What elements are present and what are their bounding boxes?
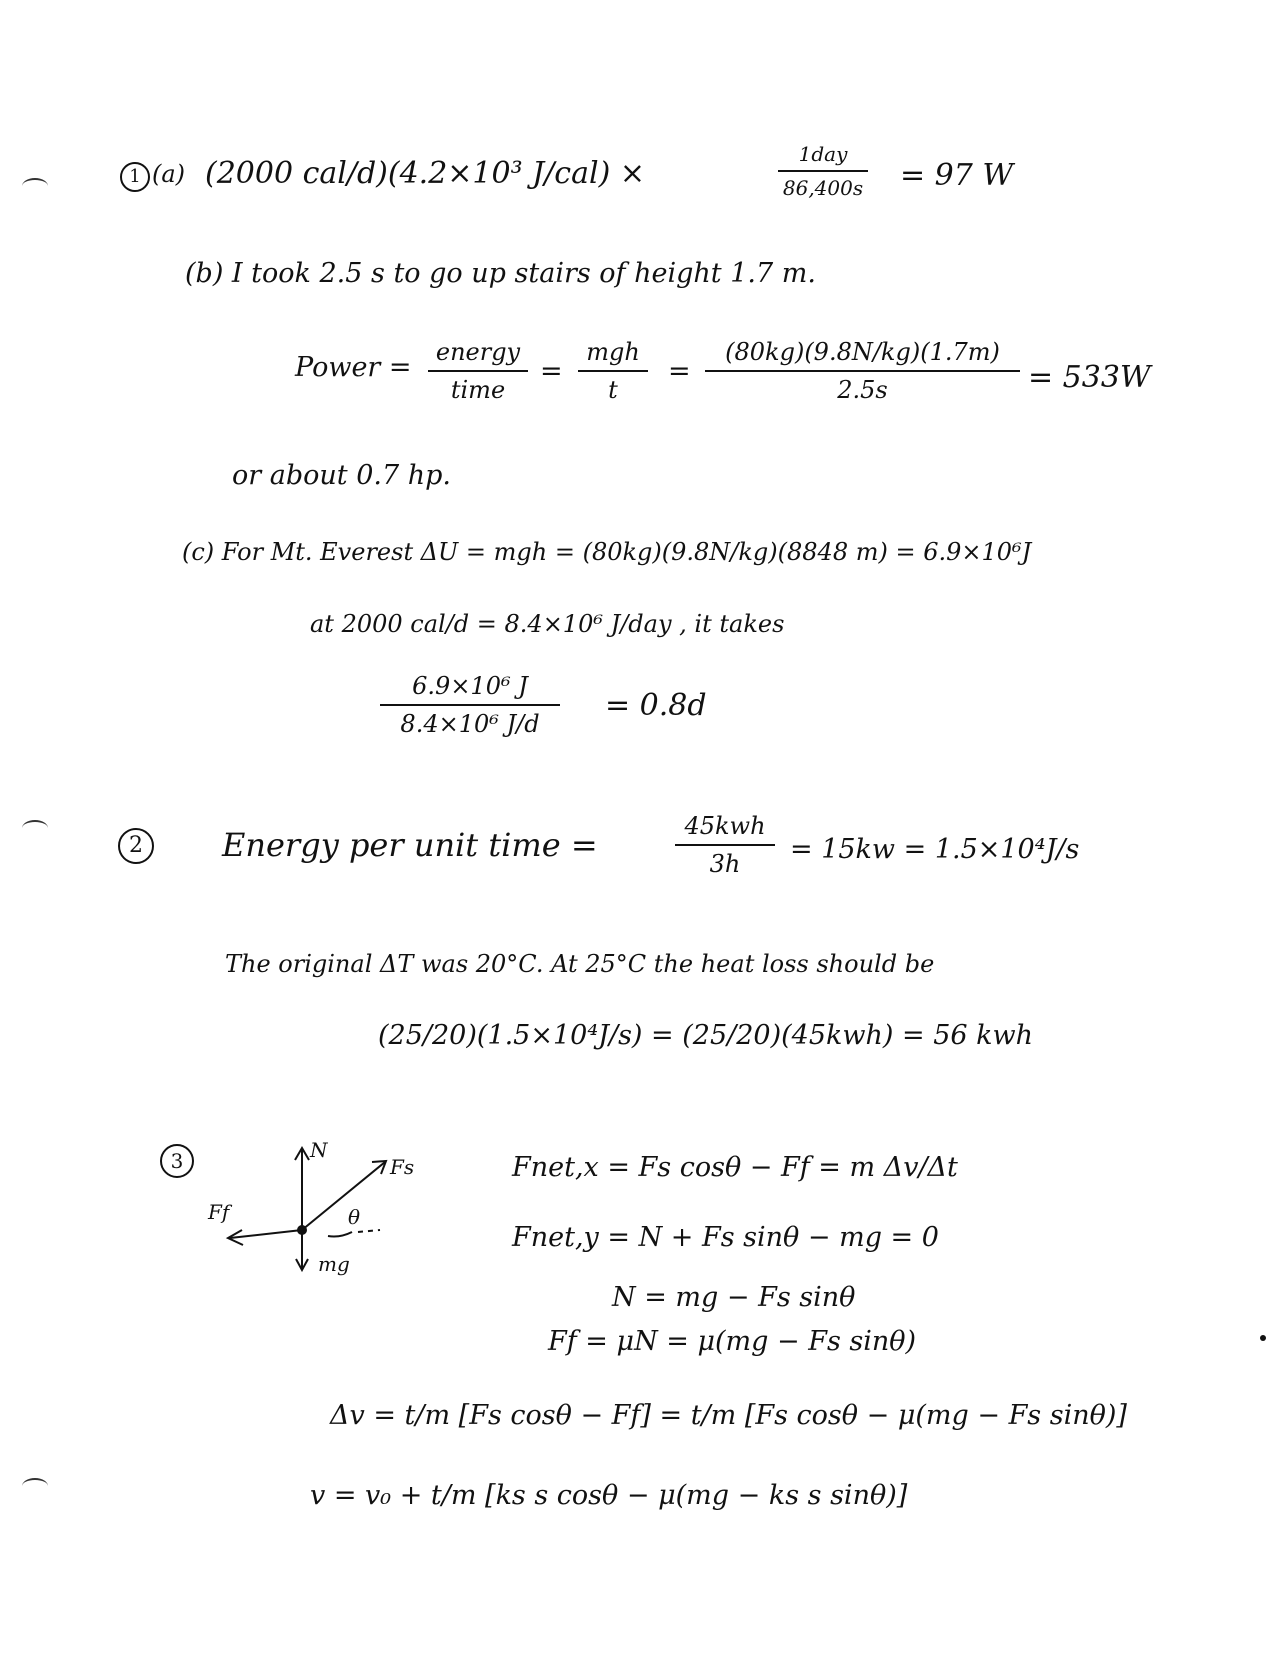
problem-1a-result: = 97 W <box>900 158 1014 193</box>
fraction-denominator: 2.5s <box>837 376 888 404</box>
problem-2-number: 2 <box>118 828 154 864</box>
spring-force-arrow <box>302 1162 385 1230</box>
problem-1b-fraction-energy <box>428 338 528 404</box>
problem-1b-fraction-values <box>705 338 1020 404</box>
object-point <box>297 1225 307 1235</box>
problem-1b-text: (b) I took 2.5 s to go up stairs of height 1.7 m. <box>185 258 816 289</box>
fraction-bar <box>675 844 775 846</box>
problem-1-number: 1 <box>120 162 150 192</box>
problem-1b-result: = 533W <box>1028 360 1151 395</box>
fraction-numerator: 45kwh <box>684 812 766 840</box>
fraction-denominator: 86,400s <box>782 176 864 200</box>
problem-1c-result: = 0.8d <box>605 688 707 723</box>
equation-friction: Ff = μN = μ(mg − Fs sinθ) <box>548 1326 917 1357</box>
equation-delta-v: Δv = t/m [Fs cosθ − Ff] = t/m [Fs cosθ − μ(mg − Fs sinθ)] <box>330 1400 1127 1431</box>
diagram-label-Ff: Ff <box>208 1200 230 1224</box>
fraction-bar <box>705 370 1020 372</box>
fraction-numerator: energy <box>435 338 521 366</box>
problem-1a-lhs: (2000 cal/d)(4.2×10³ J/cal) × <box>205 156 645 191</box>
diagram-label-Fs: Fs <box>390 1155 415 1179</box>
problem-1b-horsepower: or about 0.7 hp. <box>232 460 451 491</box>
fraction-bar <box>778 170 868 172</box>
problem-1b-equals: = <box>540 356 563 387</box>
problem-1a-label: (a) <box>152 160 186 188</box>
punch-hole-mark <box>22 1478 48 1494</box>
angle-arc <box>328 1232 352 1237</box>
problem-2-lead: Energy per unit time = <box>222 826 598 864</box>
fraction-denominator: 3h <box>709 850 741 878</box>
problem-1c-text: (c) For Mt. Everest ΔU = mgh = (80kg)(9.8N/kg)(8848 m) = 6.9×10⁶J <box>182 538 1032 566</box>
problem-2-result: = 15kw = 1.5×10⁴J/s <box>790 834 1080 865</box>
diagram-label-theta: θ <box>348 1205 361 1229</box>
problem-1b-equals: = <box>668 356 691 387</box>
problem-1c-line2: at 2000 cal/d = 8.4×10⁶ J/day , it takes <box>310 610 785 638</box>
problem-1b-power-label: Power = <box>295 352 412 383</box>
fraction-bar <box>428 370 528 372</box>
fraction-numerator: (80kg)(9.8N/kg)(1.7m) <box>725 338 1000 366</box>
fraction-bar <box>578 370 648 372</box>
stray-mark <box>1260 1335 1266 1341</box>
diagram-label-N: N <box>310 1138 328 1162</box>
fraction-numerator: mgh <box>586 338 640 366</box>
problem-2-line2: The original ΔT was 20°C. At 25°C the heat loss should be <box>225 950 935 978</box>
fraction-denominator: t <box>608 376 618 404</box>
equation-velocity: v = v₀ + t/m [ks s cosθ − μ(mg − ks s sinθ)] <box>310 1480 908 1511</box>
problem-2-line3: (25/20)(1.5×10⁴J/s) = (25/20)(45kwh) = 56 kwh <box>378 1020 1034 1051</box>
fraction-numerator: 1day <box>798 142 848 166</box>
problem-1c-fraction <box>380 672 560 738</box>
equation-fnet-x: Fnet,x = Fs cosθ − Ff = m Δv/Δt <box>512 1152 958 1183</box>
fraction-bar <box>380 704 560 706</box>
horizontal-reference-line <box>358 1230 380 1232</box>
problem-1a-day-fraction <box>778 142 868 200</box>
problem-2-fraction <box>675 812 775 878</box>
fraction-denominator: 8.4×10⁶ J/d <box>400 710 540 738</box>
problem-3-number: 3 <box>160 1144 194 1178</box>
punch-hole-mark <box>22 820 48 836</box>
equation-normal: N = mg − Fs sinθ <box>612 1282 856 1313</box>
fraction-numerator: 6.9×10⁶ J <box>412 672 528 700</box>
equation-fnet-y: Fnet,y = N + Fs sinθ − mg = 0 <box>512 1222 939 1253</box>
problem-1b-fraction-mgh <box>578 338 648 404</box>
punch-hole-mark <box>22 178 48 194</box>
fraction-denominator: time <box>450 376 506 404</box>
diagram-label-mg: mg <box>318 1252 350 1276</box>
